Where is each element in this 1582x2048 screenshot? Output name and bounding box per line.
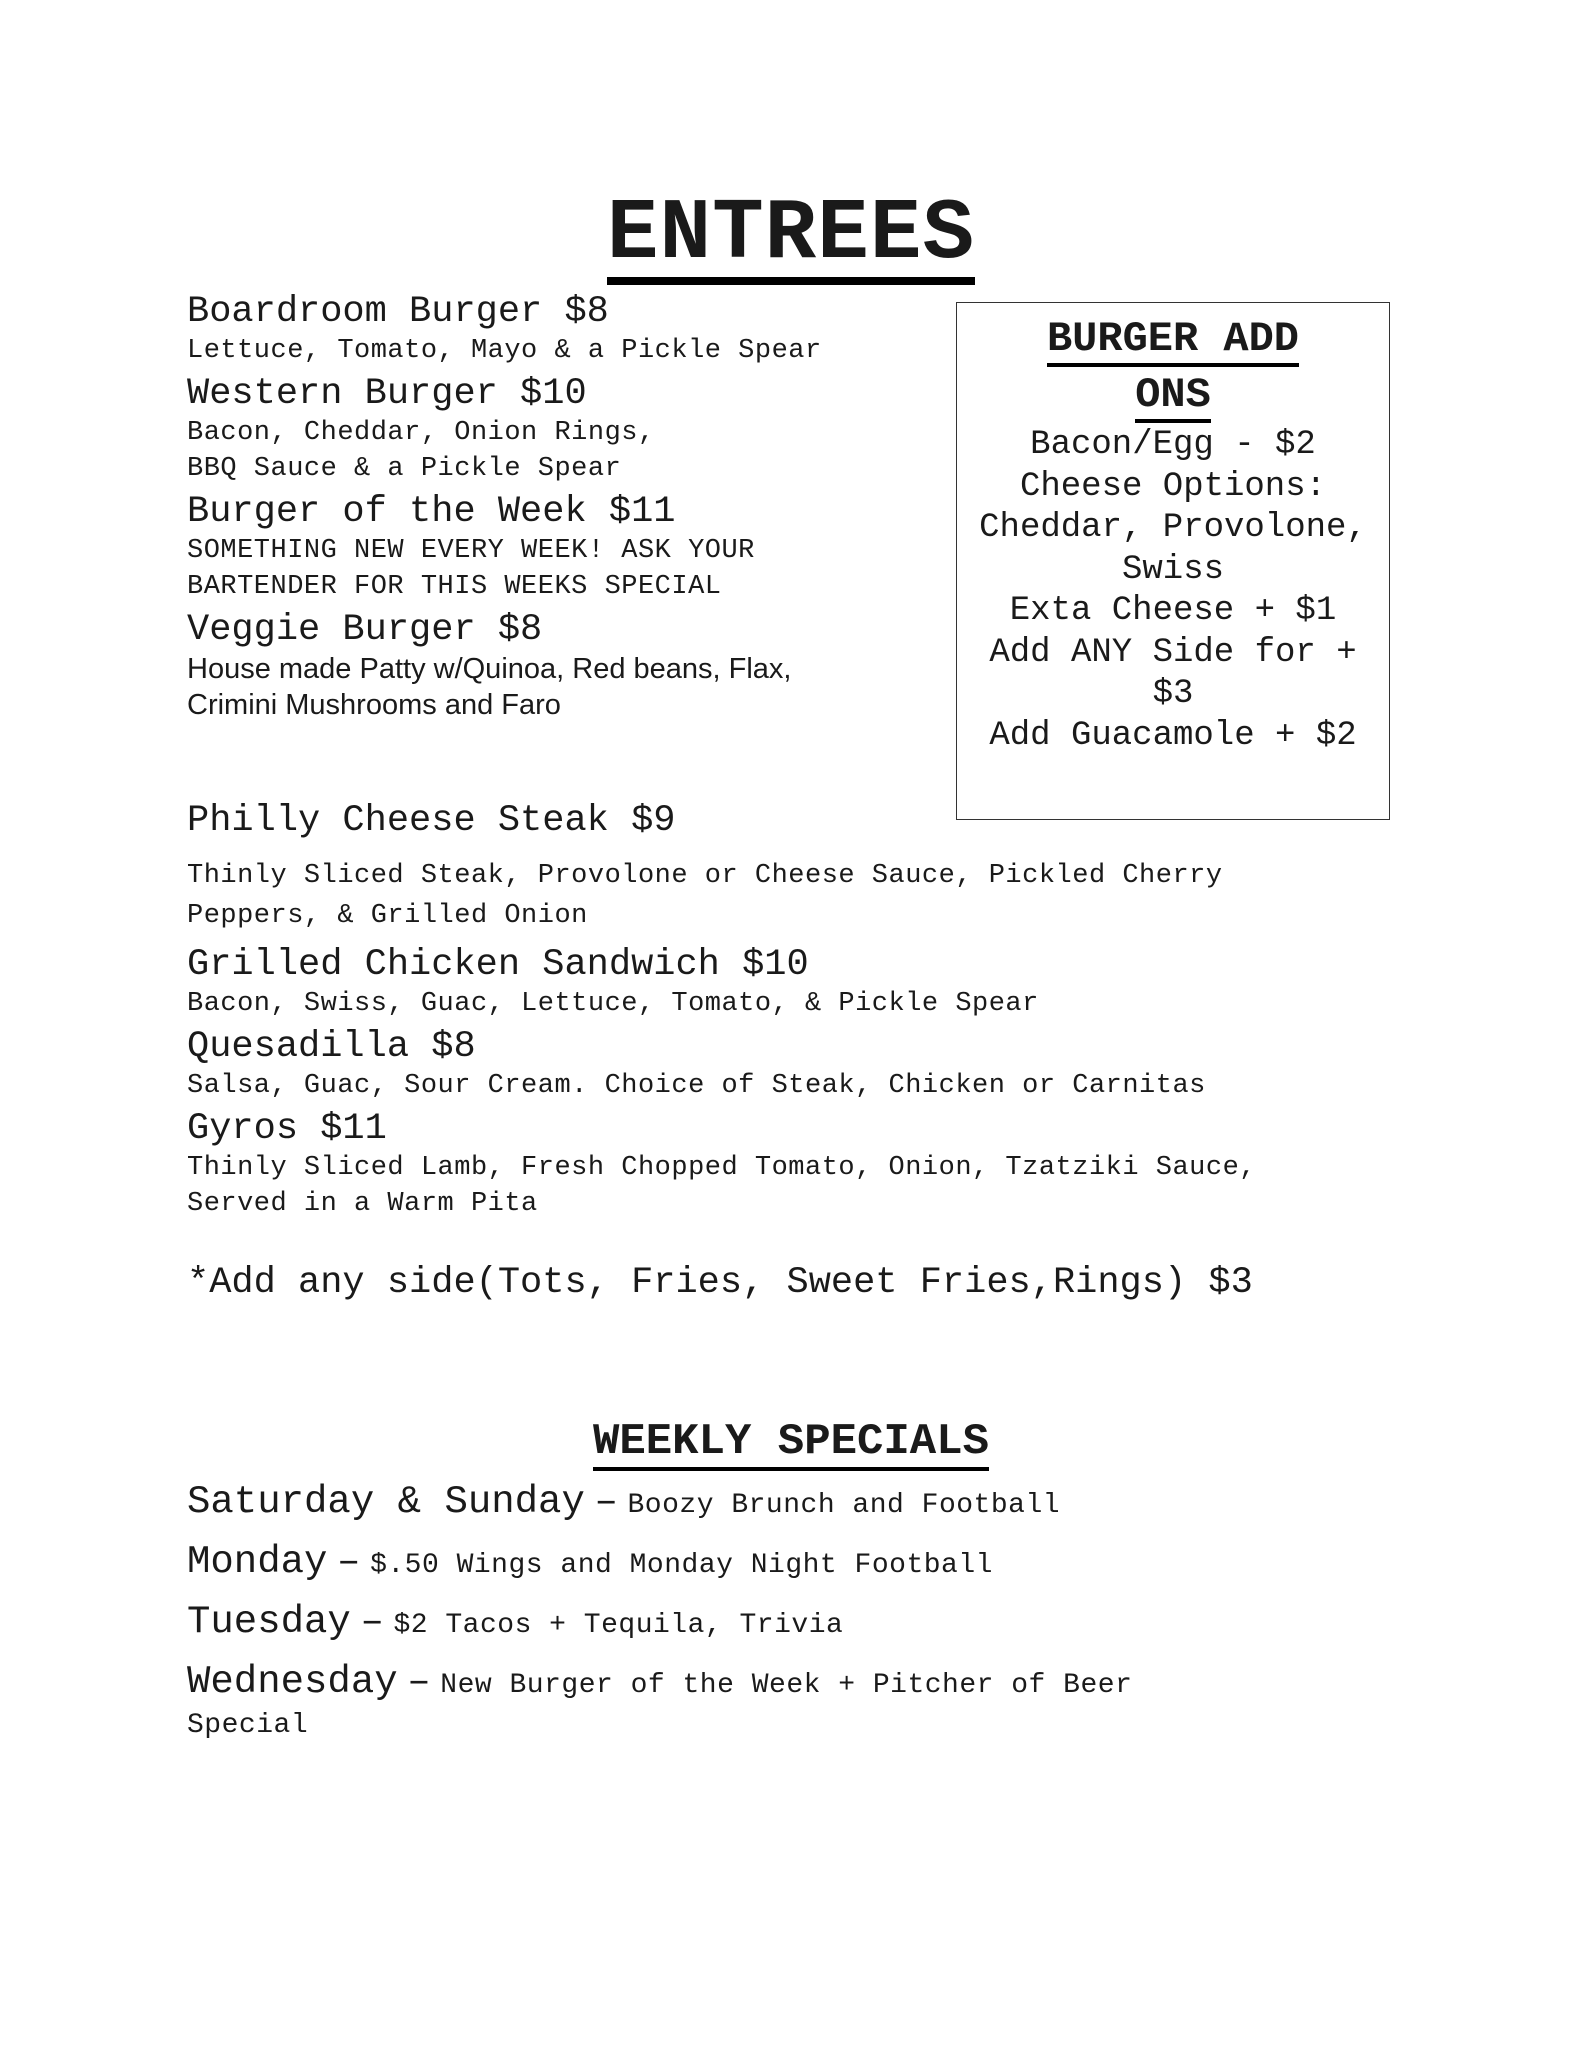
addon-line: Add ANY Side for + <box>989 633 1357 672</box>
item-name: Boardroom Burger $8 <box>187 291 609 333</box>
entree-item-burger-of-week <box>187 491 755 605</box>
entree-item-veggie <box>187 609 791 723</box>
specials-title <box>0 1416 1582 1468</box>
special-row-weekend <box>187 1480 1060 1524</box>
entree-item-quesadilla <box>187 1026 1206 1104</box>
addon-line: Cheese Options: <box>1019 467 1327 506</box>
specials-title-text: WEEKLY SPECIALS <box>593 1417 989 1471</box>
side-note: *Add any side(Tots, Fries, Sweet Fries,Rings) $3 <box>187 1262 1253 1304</box>
item-desc: Peppers, & Grilled Onion <box>187 901 588 931</box>
item-desc: Bacon, Swiss, Guac, Lettuce, Tomato, & Pickle Spear <box>187 989 1039 1019</box>
special-dash: – <box>360 1600 384 1644</box>
item-desc: House made Patty w/Quinoa, Red beans, Flax, <box>187 653 792 685</box>
special-desc: Boozy Brunch and Football <box>627 1490 1061 1521</box>
item-desc: BARTENDER FOR THIS WEEKS SPECIAL <box>187 572 722 602</box>
special-desc: $.50 Wings and Monday Night Football <box>370 1550 993 1581</box>
item-name: Philly Cheese Steak $9 <box>187 800 676 842</box>
item-desc: Lettuce, Tomato, Mayo & a Pickle Spear <box>187 336 822 366</box>
addon-line: Add Guacamole + $2 <box>989 716 1357 755</box>
page-title <box>0 185 1582 285</box>
special-day: Saturday & Sunday <box>187 1480 585 1524</box>
item-desc: Served in a Warm Pita <box>187 1189 538 1219</box>
special-day: Tuesday <box>187 1600 351 1644</box>
item-desc: Bacon, Cheddar, Onion Rings, <box>187 418 655 448</box>
addons-title-line1: BURGER ADD <box>1047 315 1299 367</box>
special-row-monday <box>187 1540 993 1584</box>
special-dash: – <box>407 1660 431 1704</box>
entree-item-philly <box>187 800 1223 936</box>
addon-line: Exta Cheese + $1 <box>1009 592 1337 630</box>
special-dash: – <box>594 1480 618 1524</box>
item-desc: Crimini Mushrooms and Faro <box>187 689 561 721</box>
entree-item-western <box>187 373 655 487</box>
addon-line: $3 <box>1152 675 1194 713</box>
page-title-text: ENTREES <box>606 185 976 283</box>
special-dash: – <box>337 1540 361 1584</box>
item-desc: Salsa, Guac, Sour Cream. Choice of Steak, Chicken or Carnitas <box>187 1071 1206 1101</box>
special-row-wednesday <box>187 1660 1132 1704</box>
special-desc: $2 Tacos + Tequila, Trivia <box>393 1610 844 1641</box>
special-day: Monday <box>187 1540 328 1584</box>
special-desc: New Burger of the Week + Pitcher of Beer <box>440 1670 1133 1701</box>
entree-item-grilled-chicken <box>187 944 1039 1022</box>
special-row-tuesday <box>187 1600 843 1644</box>
item-desc: SOMETHING NEW EVERY WEEK! ASK YOUR <box>187 536 755 566</box>
addon-line: Swiss <box>1121 550 1225 589</box>
item-name: Veggie Burger $8 <box>187 609 543 651</box>
entree-item-gyros <box>187 1108 1256 1222</box>
entree-item-boardroom <box>187 291 822 369</box>
item-name: Gyros $11 <box>187 1108 387 1150</box>
item-desc: BBQ Sauce & a Pickle Spear <box>187 454 622 484</box>
item-name: Burger of the Week $11 <box>187 491 676 533</box>
item-name: Quesadilla $8 <box>187 1026 476 1068</box>
item-name: Grilled Chicken Sandwich $10 <box>187 944 809 986</box>
addon-line: Bacon/Egg - $2 <box>1030 426 1316 464</box>
burger-addons-box <box>956 302 1390 820</box>
item-desc: Thinly Sliced Steak, Provolone or Cheese Sauce, Pickled Cherry <box>187 861 1223 891</box>
item-desc: Thinly Sliced Lamb, Fresh Chopped Tomato, Onion, Tzatziki Sauce, <box>187 1153 1256 1183</box>
special-wrap-text: Special <box>187 1710 309 1741</box>
special-day: Wednesday <box>187 1660 398 1704</box>
addon-line: Cheddar, Provolone, <box>979 509 1367 547</box>
addons-title <box>957 311 1389 423</box>
addons-title-line2: ONS <box>1135 371 1211 423</box>
item-name: Western Burger $10 <box>187 373 587 415</box>
